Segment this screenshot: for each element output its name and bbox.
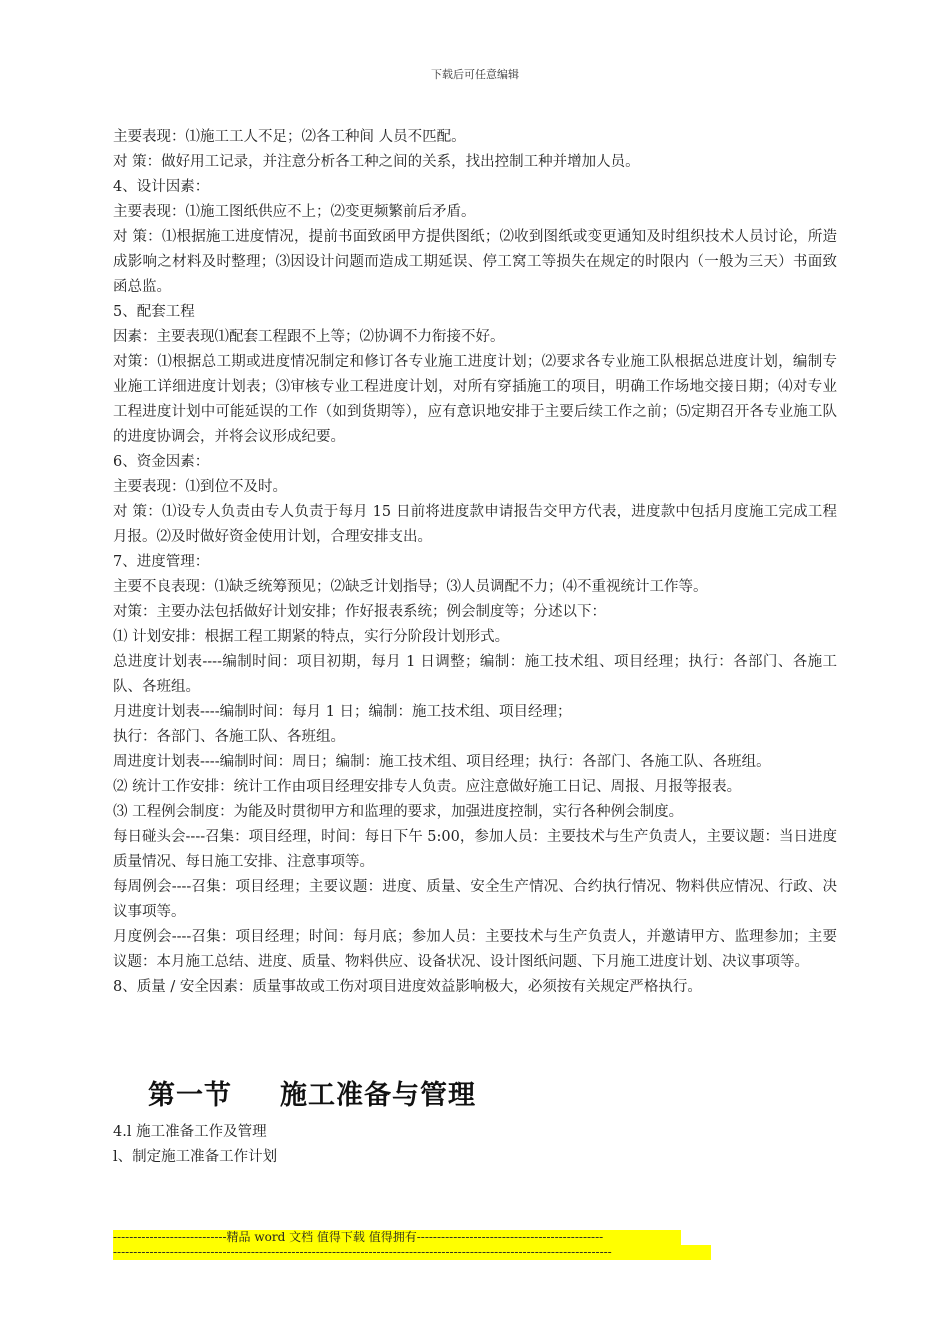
heading-supporting-works: 5、配套工程 xyxy=(113,304,195,320)
paragraph: 对 策：⑴设专人负责由专人负责于每月 15 日前将进度款申请报告交甲方代表，进度款中包括月度施工完成工程月报。⑵及时做好资金使用计划，合理安排支出。 xyxy=(113,504,837,545)
document-body xyxy=(113,125,837,1000)
footer-banner xyxy=(113,1230,713,1260)
subheading: l、制定施工准备工作计划 xyxy=(113,1149,278,1165)
footer-line: --------------------------------------------------------------------------------------------------------------------------- xyxy=(113,1245,711,1260)
paragraph: 因素：主要表现⑴配套工程跟不上等；⑵协调不力衔接不好。 xyxy=(113,329,505,345)
section-title: 施工准备与管理 xyxy=(280,1080,476,1111)
paragraph: 每日碰头会----召集：项目经理，时间：每日下午 5:00，参加人员：主要技术与生产负责人，主要议题：当日进度质量情况、每日施工安排、注意事项等。 xyxy=(113,829,837,870)
paragraph: 周进度计划表----编制时间：周日；编制：施工技术组、项目经理；执行：各部门、各施工队、各班组。 xyxy=(113,754,771,770)
paragraph: ⑶ 工程例会制度：为能及时贯彻甲方和监理的要求，加强进度控制，实行各种例会制度。 xyxy=(113,804,684,820)
heading-funding-factors: 6、资金因素： xyxy=(113,454,210,470)
footer-line: ----------------------------精品 word 文档 值得下载 值得拥有---------------------------------------------- xyxy=(113,1230,681,1245)
section-number: 第一节 xyxy=(148,1080,232,1111)
paragraph: 对策：主要办法包括做好计划安排；作好报表系统；例会制度等；分述以下： xyxy=(113,604,606,620)
paragraph: ⑵ 统计工作安排：统计工作由项目经理安排专人负责。应注意做好施工日记、周报、月报等报表。 xyxy=(113,779,742,795)
paragraph: 每周例会----召集：项目经理；主要议题：进度、质量、安全生产情况、合约执行情况、物料供应情况、行政、决议事项等。 xyxy=(113,879,837,920)
subheading: 4.l 施工准备工作及管理 xyxy=(113,1124,267,1140)
page-header: 下载后可任意编辑 xyxy=(431,68,519,81)
paragraph: 总进度计划表----编制时间：项目初期，每月 1 日调整；编制：施工技术组、项目经理；执行：各部门、各施工队、各班组。 xyxy=(113,654,837,695)
paragraph: 月度例会----召集：项目经理；时间：每月底；参加人员：主要技术与生产负责人，并邀请甲方、监理参加；主要议题：本月施工总结、进度、质量、物料供应、设备状况、设计图纸问题、下月施工进度计划、决议事项等。 xyxy=(113,929,837,970)
paragraph: 主要不良表现：⑴缺乏统筹预见；⑵缺乏计划指导；⑶人员调配不力；⑷不重视统计工作等。 xyxy=(113,579,708,595)
paragraph: 对策：⑴根据总工期或进度情况制定和修订各专业施工进度计划；⑵要求各专业施工队根据总进度计划，编制专业施工详细进度计划表；⑶审核专业工程进度计划，对所有穿插施工的项目，明确工作场地交接日期；⑷对专业工程进度计划中可能延误的工作（如到货期等），应有意识地安排于主要后续工作之前；⑸定期召开各专业施工队的进度协调会，并将会议形成纪要。 xyxy=(113,354,837,445)
paragraph: 主要表现：⑴施工图纸供应不上；⑵变更频繁前后矛盾。 xyxy=(113,204,476,220)
paragraph: 主要表现：⑴到位不及时。 xyxy=(113,479,287,495)
paragraph: 对 策：做好用工记录，并注意分析各工种之间的关系，找出控制工种并增加人员。 xyxy=(113,154,640,170)
section-heading xyxy=(148,1073,476,1112)
heading-quality-safety: 8、质量 / 安全因素：质量事故或工伤对项目进度效益影响极大，必须按有关规定严格执行。 xyxy=(113,979,702,995)
paragraph: 月进度计划表----编制时间：每月 1 日；编制：施工技术组、项目经理； xyxy=(113,704,572,720)
paragraph: 主要表现：⑴施工工人不足；⑵各工种间 人员不匹配。 xyxy=(113,129,466,145)
heading-progress-management: 7、进度管理： xyxy=(113,554,210,570)
paragraph: 执行：各部门、各施工队、各班组。 xyxy=(113,729,345,745)
paragraph: 对 策：⑴根据施工进度情况，提前书面致函甲方提供图纸；⑵收到图纸或变更通知及时组织技术人员讨论，所造成影响之材料及时整理；⑶因设计问题而造成工期延误、停工窝工等损失在规定的时限内（一般为三天）书面致函总监。 xyxy=(113,229,837,295)
paragraph: ⑴ 计划安排：根据工程工期紧的特点，实行分阶段计划形式。 xyxy=(113,629,510,645)
heading-design-factors: 4、设计因素： xyxy=(113,179,210,195)
